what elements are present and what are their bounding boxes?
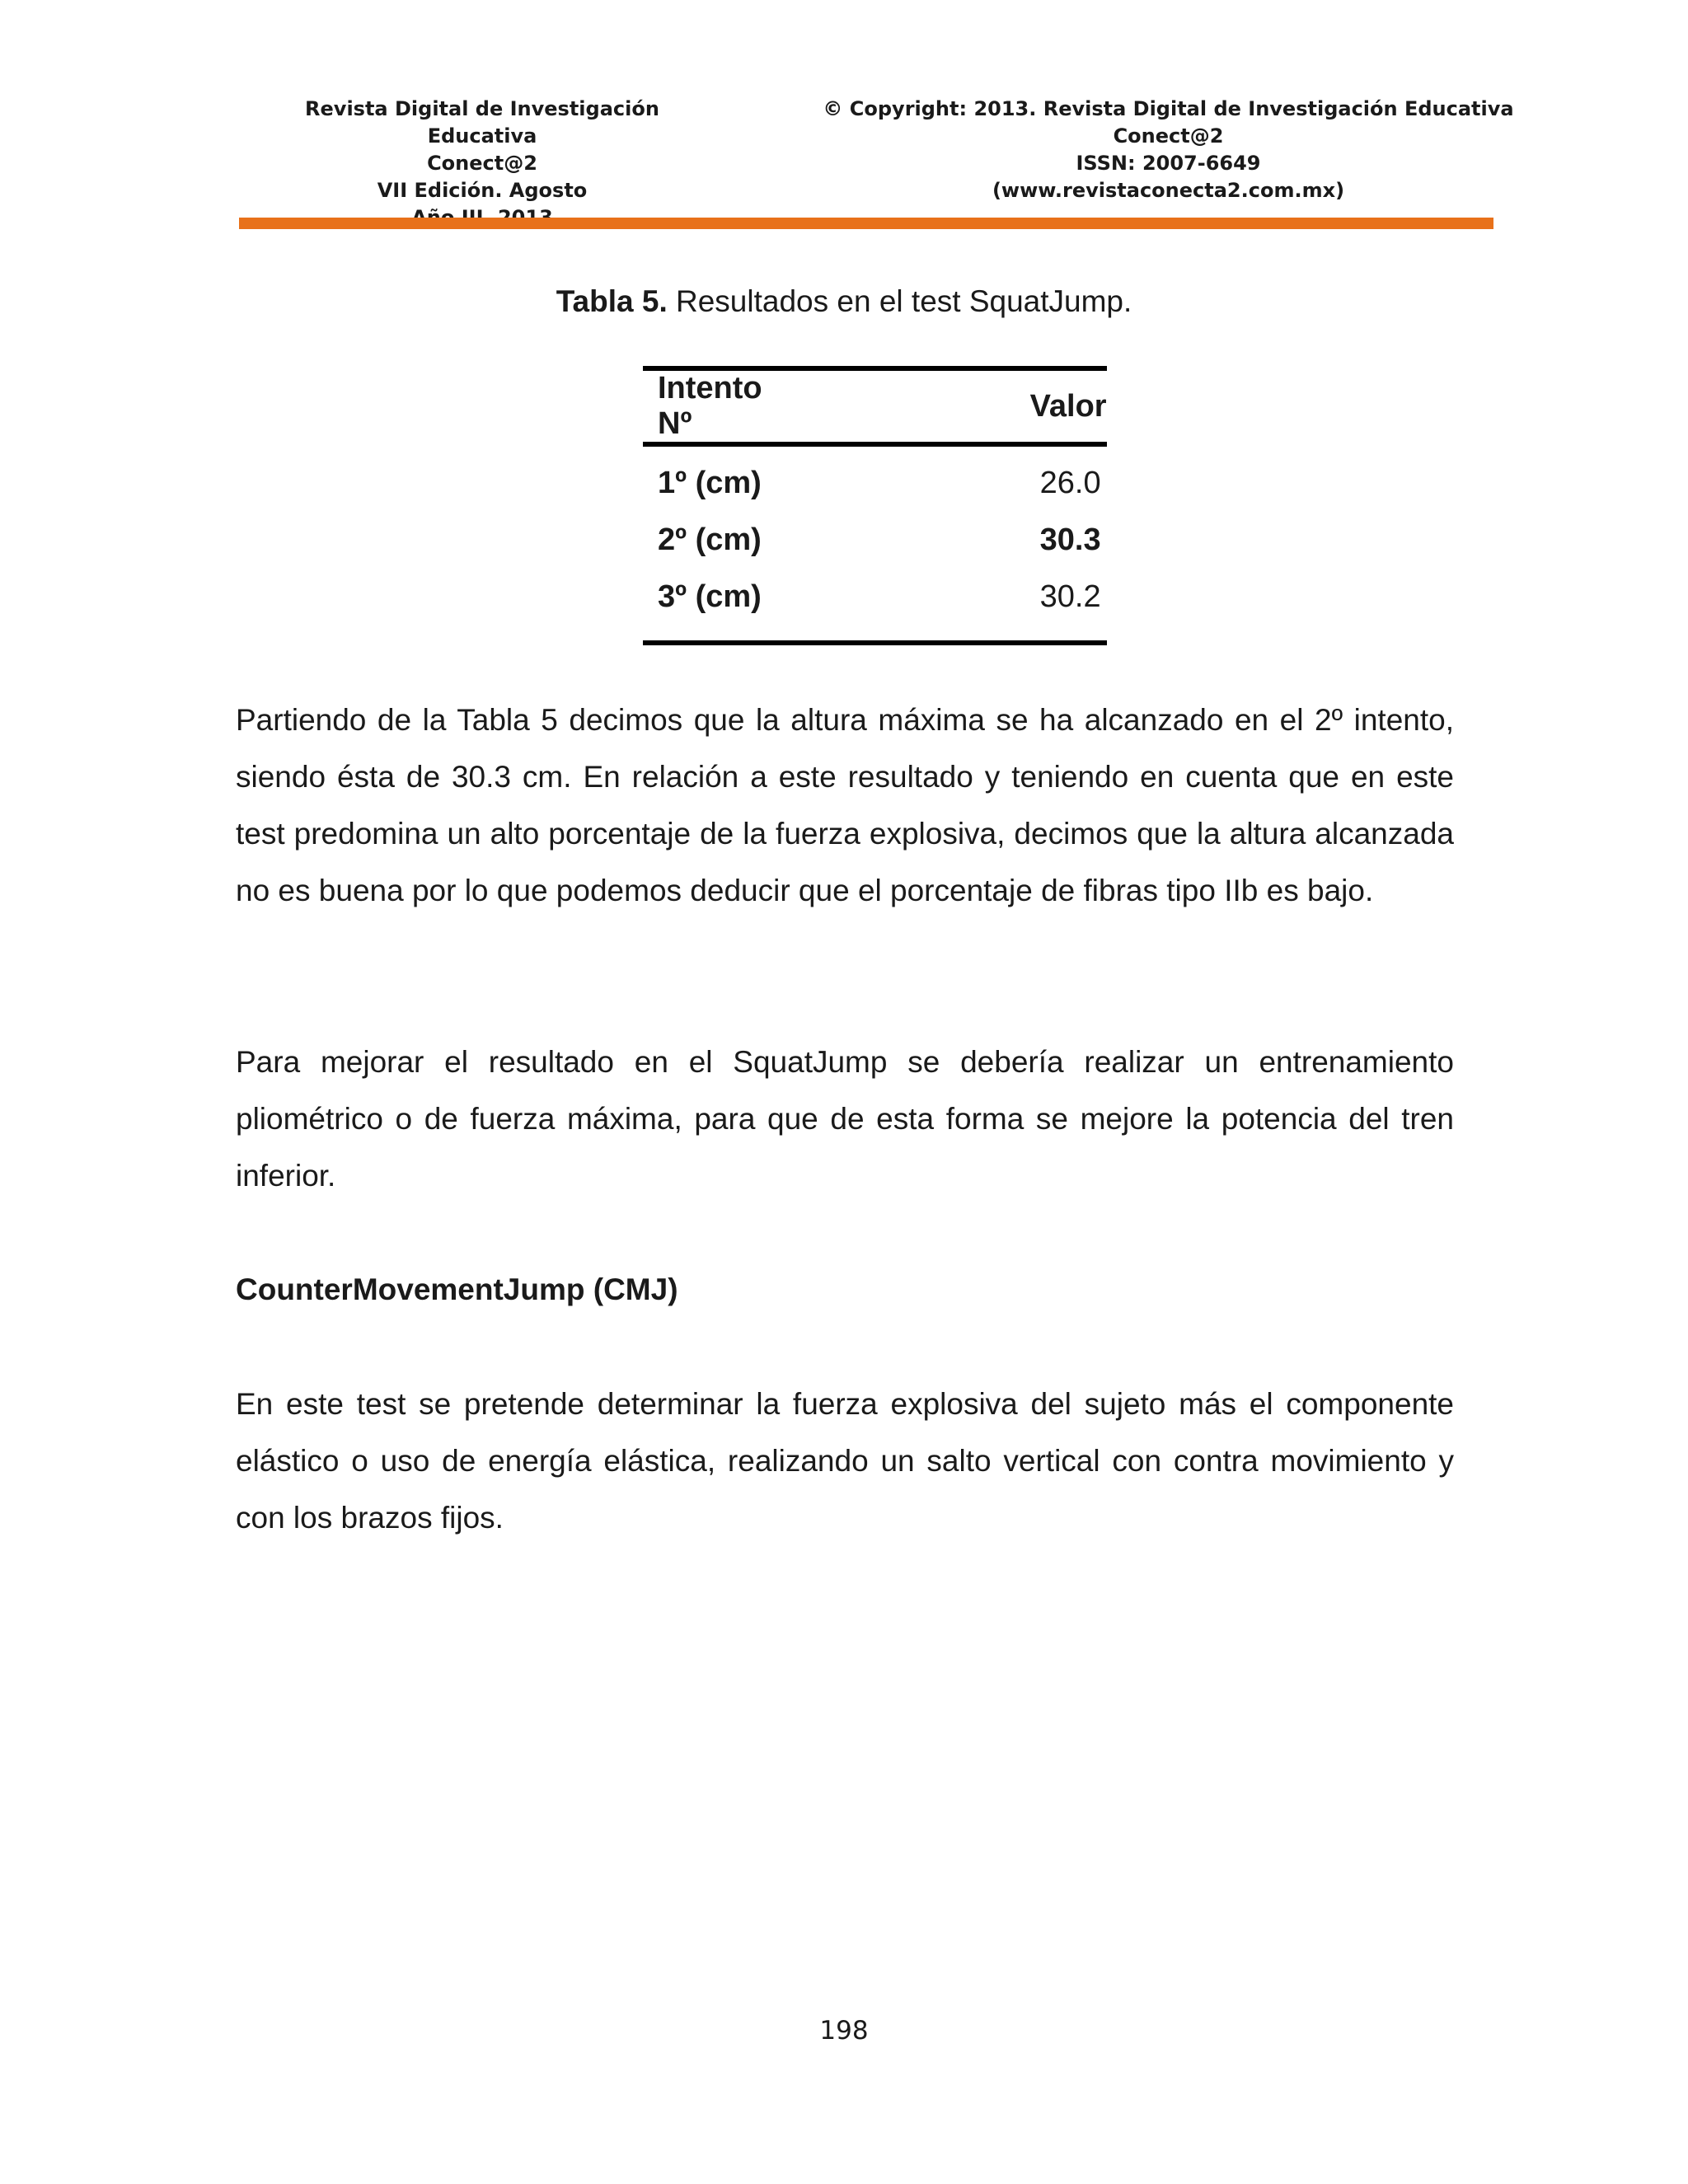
cell-valor: 30.2 [762, 569, 1107, 643]
table-row [643, 569, 1107, 643]
header-divider [239, 218, 1493, 229]
table-caption-text: Resultados en el test SquatJump. [667, 284, 1132, 318]
page-number: 198 [819, 2016, 869, 2046]
table-caption [0, 282, 1688, 321]
paragraph-cmj: En este test se pretende determinar la fuerza explosiva del sujeto más el componente elástico o uso de energía elástica, realizando un salto vertical con contra movimiento y con los brazos fijos. [236, 1387, 1454, 1535]
cell-intento: 3º (cm) [643, 569, 762, 643]
table-caption-label: Tabla 5. [556, 284, 668, 318]
header-edition: VII Edición. Agosto [377, 179, 588, 202]
cell-intento: 1º (cm) [658, 466, 762, 500]
header-issn: ISSN: 2007-6649 [1076, 152, 1261, 175]
paragraph-analysis: Partiendo de la Tabla 5 decimos que la altura máxima se ha alcanzado en el 2º intento, siendo ésta de 30.3 cm. En relación a este resultado y teniendo en cuenta que en este test predomina un alto porcentaje de la fuerza explosiva, decimos que la altura alcanzada no es buena por lo que podemos deducir que el porcentaje de fibras tipo IIb es bajo. [236, 703, 1454, 907]
results-table [643, 366, 1107, 645]
header-valor: Valor [762, 368, 1107, 444]
header-copyright-journal: Conect@2 [1113, 124, 1224, 148]
header-journal-name: Conect@2 [427, 152, 537, 175]
header-copyright: © Copyright: 2013. Revista Digital de Investigación Educativa [823, 97, 1514, 120]
header-website: (www.revistaconecta2.com.mx) [992, 179, 1345, 202]
header-journal-info [247, 96, 717, 232]
table-row [643, 444, 1107, 512]
section-heading: CounterMovementJump (CMJ) [236, 1272, 678, 1306]
header-intento: Intento Nº [643, 368, 762, 444]
paragraph-improvement: Para mejorar el resultado en el SquatJump se debería realizar un entrenamiento pliométrico o de fuerza máxima, para que de esta forma se mejore la potencia del tren inferior. [236, 1045, 1454, 1193]
header-journal-title: Revista Digital de Investigación Educativa [305, 97, 659, 148]
cell-valor: 26.0 [1039, 466, 1101, 500]
cell-intento: 2º (cm) [658, 523, 762, 557]
header-copyright-info [820, 96, 1517, 204]
table-row [643, 512, 1107, 569]
table-header-row [643, 368, 1107, 444]
cell-valor: 30.3 [1039, 523, 1101, 557]
